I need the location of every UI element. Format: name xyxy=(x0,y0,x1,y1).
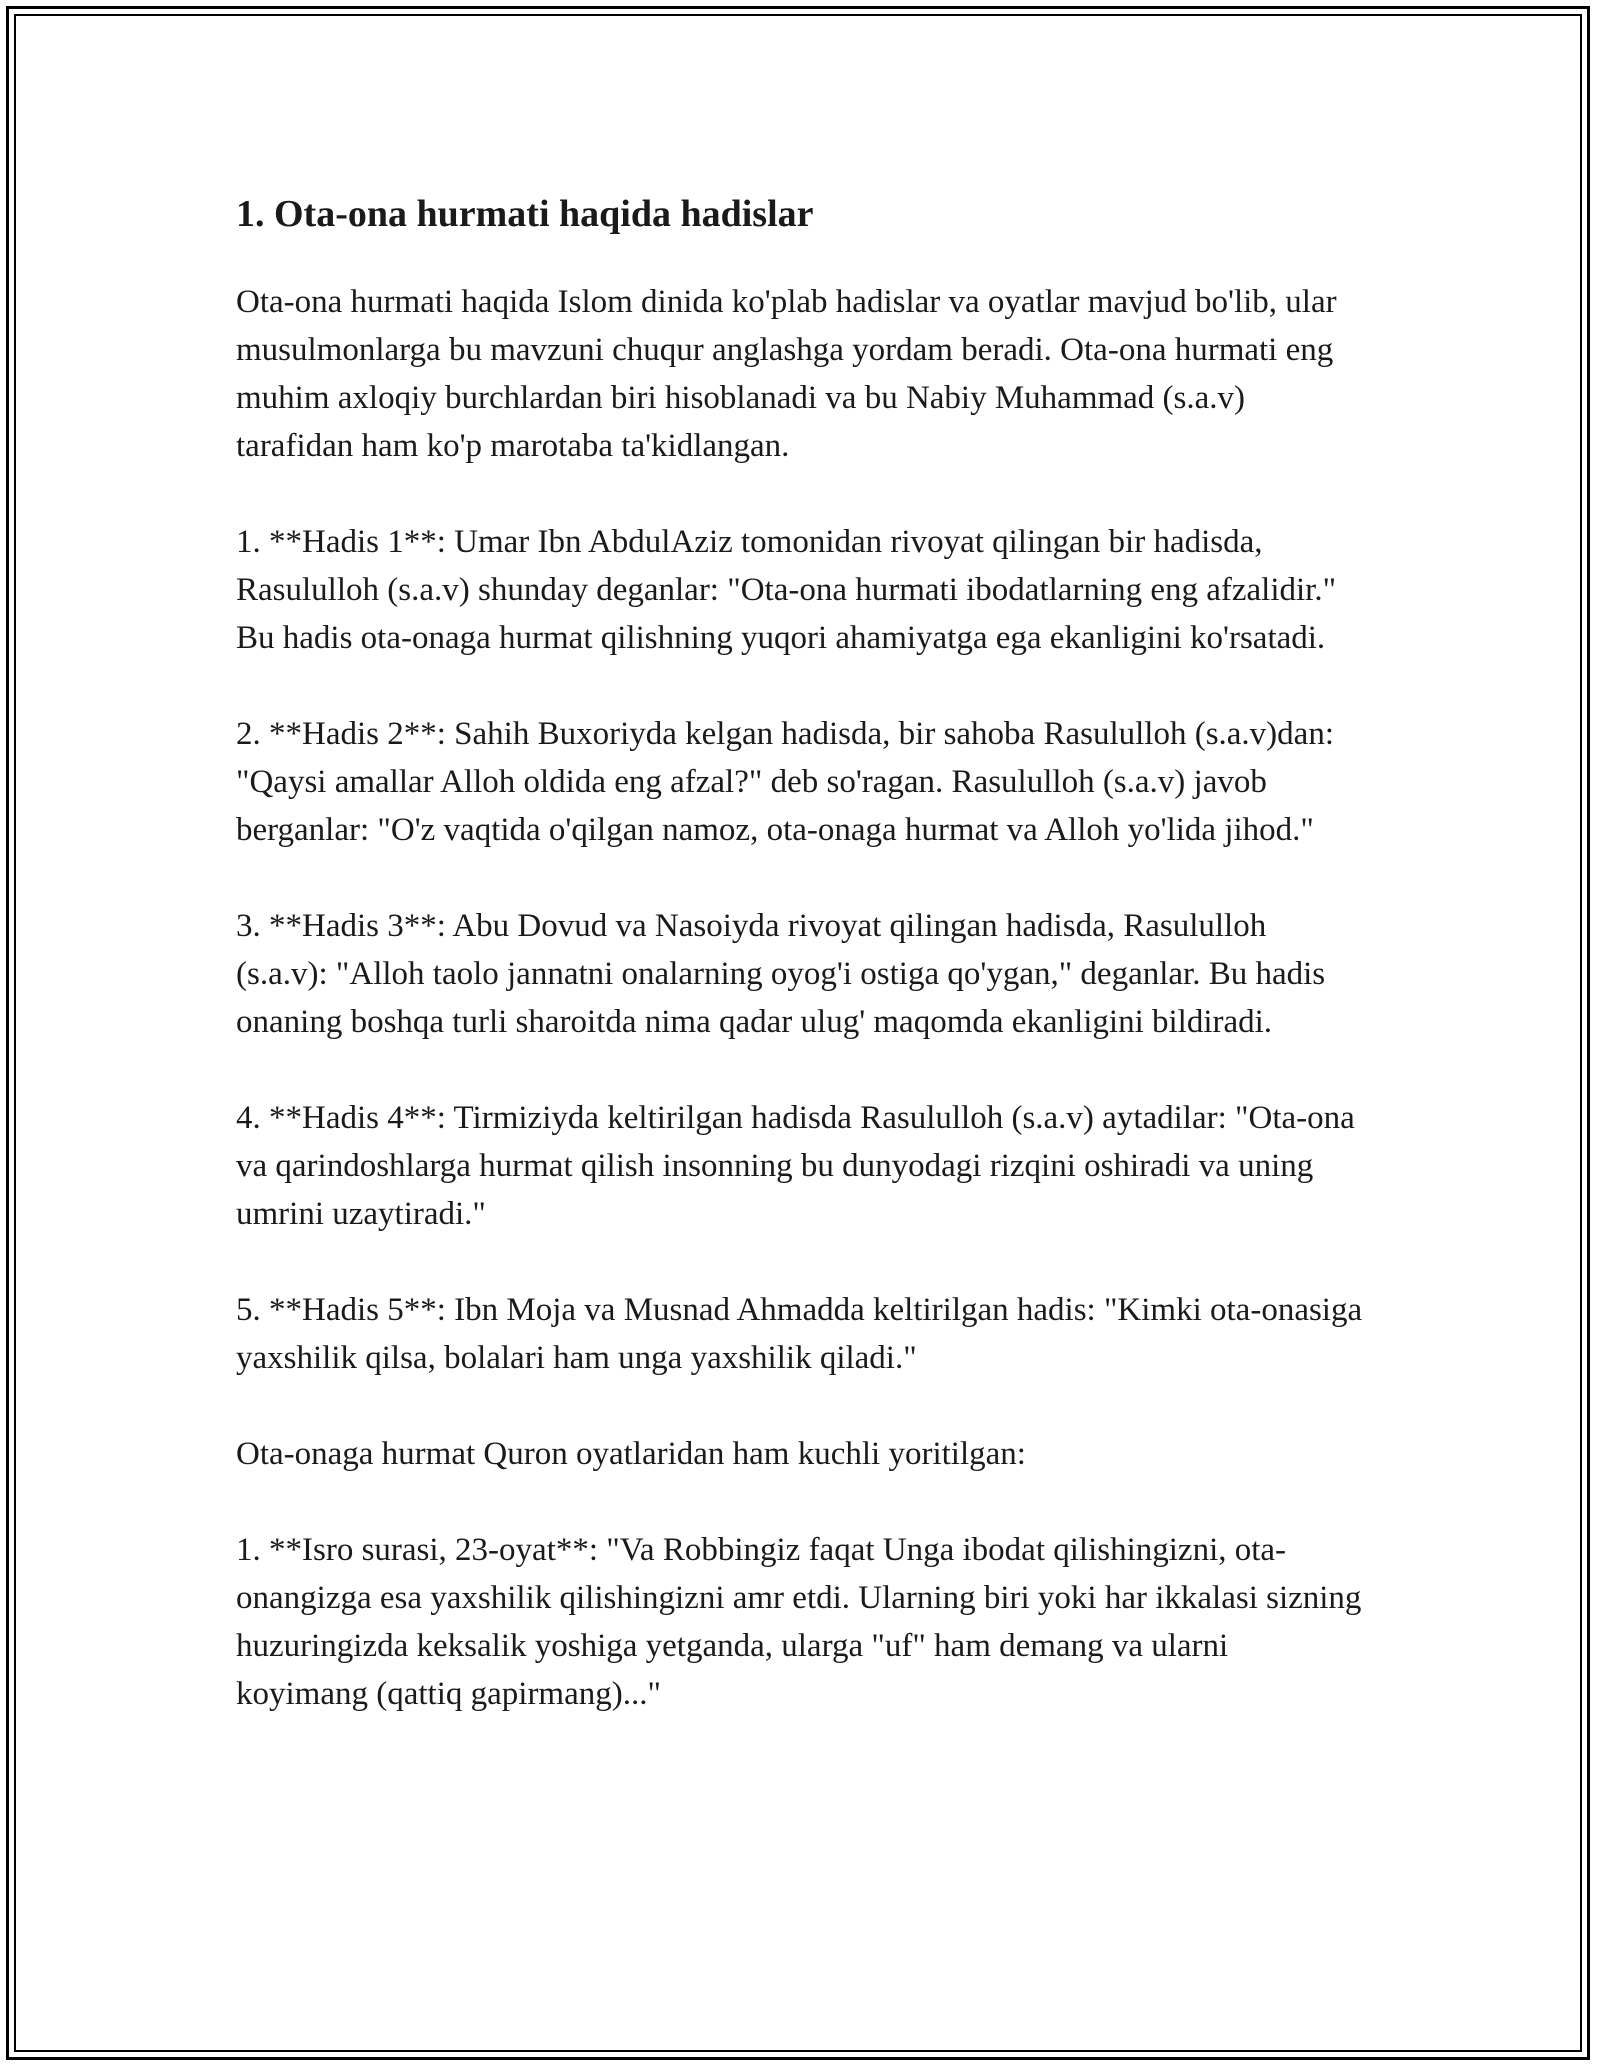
document-body xyxy=(236,184,1364,1766)
section-heading: 1. Ota-ona hurmati haqida hadislar xyxy=(236,193,814,235)
quran-verse-1-paragraph: 1. **Isro surasi, 23-oyat**: "Va Robbingiz faqat Unga ibodat qilishingizni, ota-onangizga esa yaxshilik qilishingizni amr etdi. Ularning biri yoki har ikkalasi sizning huzuringizda keksalik yoshiga yetganda, ularga "uf" ham demang va ularni koyimang (qattiq gapirmang)..." xyxy=(236,1532,1362,1712)
hadith-3-paragraph: 3. **Hadis 3**: Abu Dovud va Nasoiyda rivoyat qilingan hadisda, Rasululloh (s.a.v): "Alloh taolo jannatni onalarning oyog'i ostiga qo'ygan," deganlar. Bu hadis onaning boshqa turli sharoitda nima qadar ulug' maqomda ekanligini bildiradi. xyxy=(236,908,1326,1040)
intro-paragraph: Ota-ona hurmati haqida Islom dinida ko'plab hadislar va oyatlar mavjud bo'lib, ular musulmonlarga bu mavzuni chuqur anglashga yordam beradi. Ota-ona hurmati eng muhim axloqiy burchlardan biri hisoblanadi va bu Nabiy Muhammad (s.a.v) tarafidan ham ko'p marotaba ta'kidlangan. xyxy=(236,284,1337,464)
quran-intro-paragraph: Ota-onaga hurmat Quron oyatlaridan ham kuchli yoritilgan: xyxy=(236,1436,1026,1472)
hadith-4-paragraph: 4. **Hadis 4**: Tirmiziyda keltirilgan hadisda Rasululloh (s.a.v) aytadilar: "Ota-ona va qarindoshlarga hurmat qilish insonning bu dunyodagi rizqini oshiradi va uning umrini uzaytiradi." xyxy=(236,1100,1355,1232)
hadith-5-paragraph: 5. **Hadis 5**: Ibn Moja va Musnad Ahmadda keltirilgan hadis: "Kimki ota-onasiga yaxshilik qilsa, bolalari ham unga yaxshilik qiladi." xyxy=(236,1292,1363,1376)
hadith-1-paragraph: 1. **Hadis 1**: Umar Ibn AbdulAziz tomonidan rivoyat qilingan bir hadisda, Rasululloh (s.a.v) shunday deganlar: "Ota-ona hurmati ibodatlarning eng afzalidir." Bu hadis ota-onaga hurmat qilishning yuqori ahamiyatga ega ekanligini ko'rsatadi. xyxy=(236,524,1337,656)
hadith-2-paragraph: 2. **Hadis 2**: Sahih Buxoriyda kelgan hadisda, bir sahoba Rasululloh (s.a.v)dan: "Qaysi amallar Alloh oldida eng afzal?" deb so'ragan. Rasululloh (s.a.v) javob berganlar: "O'z vaqtida o'qilgan namoz, ota-onaga hurmat va Alloh yo'lida jihod." xyxy=(236,716,1334,848)
